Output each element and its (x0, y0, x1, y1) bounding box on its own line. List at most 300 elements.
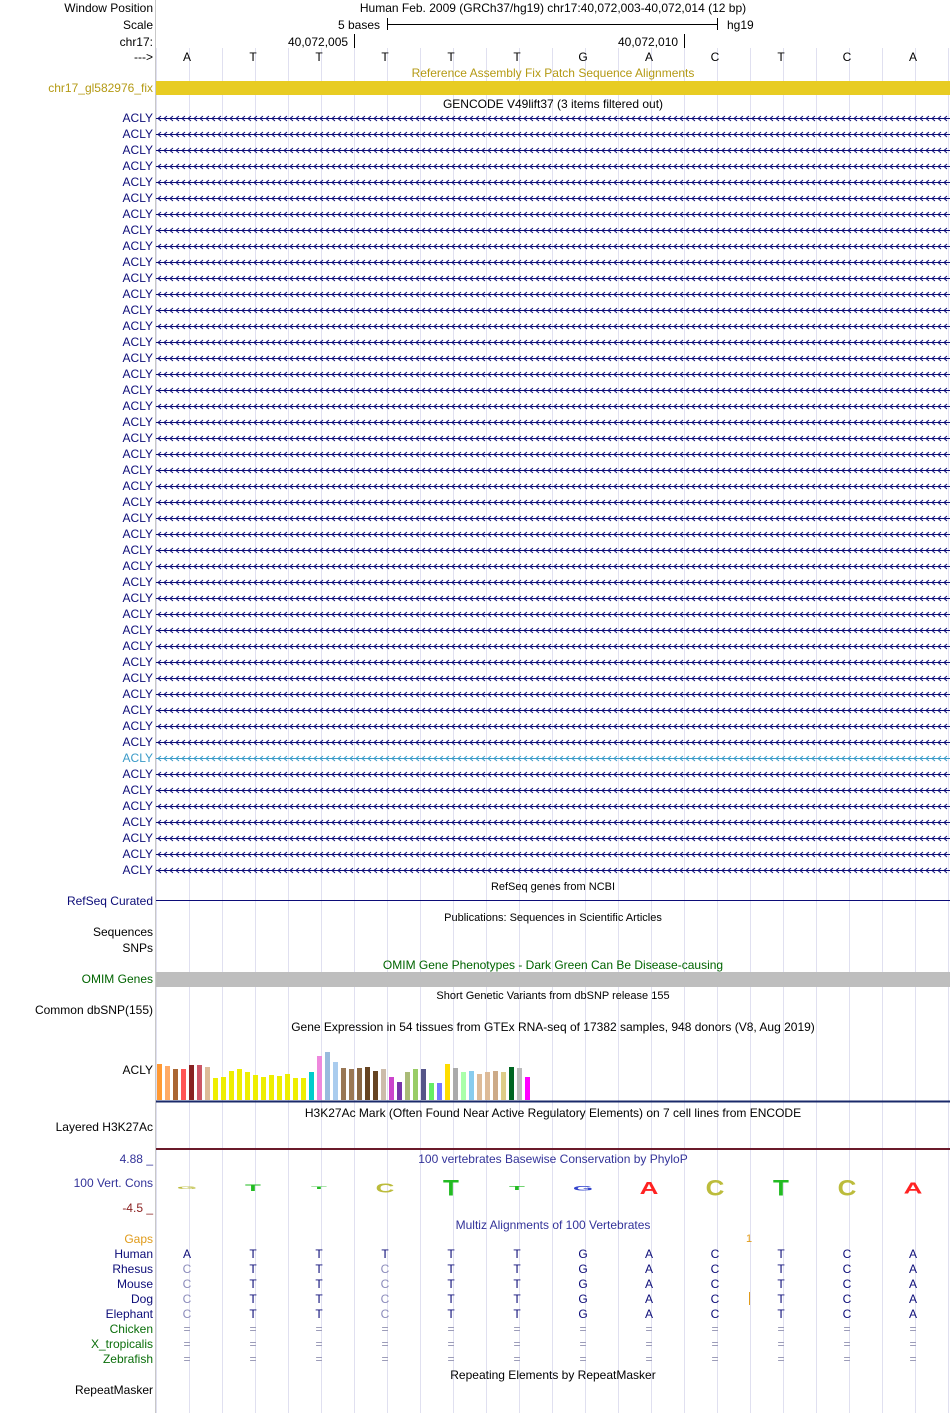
gtex-tissue-bar (453, 1068, 458, 1100)
gencode-gene-label[interactable]: ACLY (122, 767, 153, 781)
gtex-tissue-bar (477, 1074, 482, 1100)
phylop-logo-letter: T (443, 1176, 459, 1202)
gencode-gene-label[interactable]: ACLY (122, 175, 153, 189)
gencode-transcript (156, 868, 950, 873)
multiz-base: C (842, 1262, 852, 1276)
gencode-transcript (156, 468, 950, 473)
multiz-base: T (249, 1262, 257, 1276)
phylop-logo-letter: T (311, 1186, 327, 1190)
gtex-tissue-bar (189, 1065, 194, 1100)
gtex-tissue-bar (429, 1083, 434, 1100)
multiz-base: T (315, 1307, 323, 1321)
multiz-base: = (645, 1337, 653, 1351)
multiz-base: T (249, 1292, 257, 1306)
gencode-transcript (156, 852, 950, 857)
gencode-transcript (156, 116, 950, 121)
multiz-base: A (644, 1292, 653, 1306)
gtex-tissue-bar (197, 1065, 202, 1100)
gencode-gene-label[interactable]: ACLY (122, 127, 153, 141)
reference-base: C (710, 50, 720, 64)
multiz-base: = (447, 1337, 455, 1351)
multiz-base: C (842, 1277, 852, 1291)
multiz-base: = (447, 1352, 455, 1366)
multiz-base: C (710, 1262, 720, 1276)
multiz-base: T (249, 1247, 257, 1261)
reference-base: T (777, 50, 785, 64)
gtex-tissue-bar (517, 1068, 522, 1100)
multiz-base: G (578, 1292, 588, 1306)
gtex-tissue-bar (485, 1072, 490, 1100)
gtex-tissue-bar (397, 1082, 402, 1100)
multiz-base: = (711, 1352, 719, 1366)
gencode-transcript (156, 436, 950, 441)
multiz-base: A (908, 1277, 917, 1291)
refseq-gene-line[interactable] (156, 900, 950, 901)
gencode-transcript (156, 532, 950, 537)
phylop-logo-letter: C (837, 1176, 857, 1202)
gencode-transcript (156, 724, 950, 729)
gtex-tissue-bar (285, 1074, 290, 1100)
multiz-base: T (777, 1262, 785, 1276)
gtex-tissue-bar (277, 1076, 282, 1100)
multiz-base: = (579, 1337, 587, 1351)
multiz-base: = (183, 1337, 191, 1351)
gencode-gene-label[interactable]: ACLY (122, 255, 153, 269)
h3k27ac-baseline (156, 1148, 950, 1150)
coordinate-tick-2-mark (684, 34, 685, 48)
gtex-expression-bars[interactable] (156, 1034, 950, 1104)
coordinate-tick-2: 40,072,010 (618, 35, 679, 49)
multiz-base: A (908, 1247, 917, 1261)
multiz-base: = (579, 1352, 587, 1366)
coordinate-tick-1-mark (354, 34, 355, 48)
gencode-gene-label[interactable]: ACLY (122, 687, 153, 701)
gencode-transcript (156, 820, 950, 825)
gtex-tissue-bar (309, 1072, 314, 1100)
gencode-gene-label[interactable]: ACLY (122, 559, 153, 573)
multiz-species-label[interactable]: Dog (130, 1292, 153, 1306)
gtex-tissue-bar (413, 1069, 418, 1100)
gencode-transcript (156, 404, 950, 409)
multiz-base: G (578, 1277, 588, 1291)
gencode-gene-label[interactable]: ACLY (122, 607, 153, 621)
phylop-logo-letter: G (572, 1184, 594, 1193)
multiz-base: T (315, 1292, 323, 1306)
gencode-transcript (156, 452, 950, 457)
multiz-base: A (908, 1292, 917, 1306)
gencode-transcript (156, 228, 950, 233)
gencode-transcript (156, 340, 950, 345)
publications-snps-label[interactable]: SNPs (122, 941, 153, 955)
gencode-gene-label[interactable]: ACLY (122, 431, 153, 445)
multiz-base: = (513, 1352, 521, 1366)
gencode-gene-label[interactable]: ACLY (122, 735, 153, 749)
multiz-base: A (644, 1307, 653, 1321)
gencode-transcript (156, 500, 950, 505)
gencode-transcript (156, 180, 950, 185)
multiz-base: C (380, 1292, 390, 1306)
multiz-base: = (777, 1322, 785, 1336)
multiz-base: = (909, 1337, 917, 1351)
gencode-transcript (156, 580, 950, 585)
multiz-base: = (315, 1322, 323, 1336)
phylop-label[interactable]: 100 Vert. Cons (73, 1176, 153, 1190)
multiz-base: C (710, 1277, 720, 1291)
scale-assembly: hg19 (727, 18, 754, 32)
gencode-gene-label[interactable]: ACLY (122, 399, 153, 413)
multiz-base: C (380, 1307, 390, 1321)
dog-insertion-marker (749, 1292, 750, 1305)
gencode-transcript (156, 212, 950, 217)
gtex-tissue-bar (165, 1066, 170, 1100)
phylop-title[interactable]: 100 vertebrates Basewise Conservation by PhyloP (418, 1152, 688, 1166)
phylop-logo-letter: G (176, 1186, 198, 1190)
multiz-species-label[interactable]: Zebrafish (102, 1352, 153, 1366)
phylop-logo-letter: C (705, 1176, 725, 1202)
gencode-gene-label[interactable]: ACLY (122, 527, 153, 541)
chrom-label: chr17: (119, 35, 153, 49)
gencode-gene-label[interactable]: ACLY (122, 623, 153, 637)
multiz-base: = (579, 1322, 587, 1336)
multiz-base: = (381, 1352, 389, 1366)
multiz-base: C (710, 1307, 720, 1321)
gencode-gene-label[interactable]: ACLY (122, 655, 153, 669)
window-position-text: Human Feb. 2009 (GRCh37/hg19) chr17:40,072,003-40,072,014 (12 bp) (359, 1, 747, 15)
gtex-tissue-bar (437, 1083, 442, 1100)
multiz-base: T (315, 1262, 323, 1276)
dbsnp-label[interactable]: Common dbSNP(155) (34, 1003, 153, 1017)
multiz-base: = (645, 1322, 653, 1336)
gtex-tissue-bar (173, 1069, 178, 1100)
gtex-tissue-bar (229, 1071, 234, 1100)
multiz-base: = (645, 1352, 653, 1366)
multiz-base: T (249, 1307, 257, 1321)
gencode-gene-label[interactable]: ACLY (122, 287, 153, 301)
multiz-base: T (447, 1292, 455, 1306)
multiz-base: = (909, 1322, 917, 1336)
multiz-base: T (513, 1307, 521, 1321)
fix-patch-label[interactable]: chr17_gl582976_fix (48, 81, 153, 95)
gtex-tissue-bar (181, 1069, 186, 1100)
publications-sequences-label[interactable]: Sequences (92, 925, 153, 939)
gtex-tissue-bar (293, 1078, 298, 1100)
gtex-tissue-bar (269, 1075, 274, 1100)
gencode-gene-label[interactable]: ACLY (122, 447, 153, 461)
multiz-base: A (908, 1262, 917, 1276)
gtex-tissue-bar (333, 1062, 338, 1100)
gencode-gene-label[interactable]: ACLY (122, 815, 153, 829)
fix-patch-bar[interactable] (156, 81, 950, 95)
multiz-base: = (315, 1352, 323, 1366)
gencode-gene-label[interactable]: ACLY (122, 319, 153, 333)
gencode-transcript (156, 356, 950, 361)
scale-text: 5 bases (338, 18, 381, 32)
reference-base: T (381, 50, 389, 64)
gencode-gene-label[interactable]: ACLY (122, 335, 153, 349)
multiz-base: = (381, 1337, 389, 1351)
reference-base: C (842, 50, 852, 64)
multiz-base: = (843, 1337, 851, 1351)
gtex-tissue-bar (341, 1068, 346, 1100)
phylop-logo-letter: C (375, 1181, 395, 1196)
gencode-transcript (156, 628, 950, 633)
gencode-transcript (156, 484, 950, 489)
publications-title[interactable]: Publications: Sequences in Scientific Articles (444, 912, 662, 924)
multiz-base: C (380, 1277, 390, 1291)
dbsnp-title[interactable]: Short Genetic Variants from dbSNP release 155 (436, 990, 670, 1002)
gencode-gene-label[interactable]: ACLY (122, 111, 153, 125)
gencode-gene-label[interactable]: ACLY (122, 543, 153, 557)
gencode-gene-label[interactable]: ACLY (122, 367, 153, 381)
reference-base: T (249, 50, 257, 64)
multiz-base: = (381, 1322, 389, 1336)
multiz-base: C (182, 1262, 192, 1276)
reference-base: T (513, 50, 521, 64)
h3k27ac-title[interactable]: H3K27Ac Mark (Often Found Near Active Regulatory Elements) on 7 cell lines from ENCODE (304, 1106, 802, 1120)
gencode-transcript (156, 276, 950, 281)
gtex-tissue-bar (405, 1072, 410, 1100)
refseq-label[interactable]: RefSeq Curated (66, 894, 153, 908)
multiz-base: G (578, 1247, 588, 1261)
gencode-gene-label[interactable]: ACLY (122, 239, 153, 253)
multiz-base: A (644, 1247, 653, 1261)
gencode-transcript (156, 292, 950, 297)
multiz-base: C (380, 1262, 390, 1276)
gencode-gene-label[interactable]: ACLY (122, 223, 153, 237)
gencode-gene-label[interactable]: ACLY (122, 463, 153, 477)
multiz-species-label[interactable]: Rhesus (112, 1262, 153, 1276)
multiz-species-label[interactable]: Chicken (109, 1322, 153, 1336)
gencode-gene-label[interactable]: ACLY (122, 591, 153, 605)
gencode-transcript (156, 372, 950, 377)
gencode-gene-label[interactable]: ACLY (122, 303, 153, 317)
gtex-tissue-bar (317, 1056, 322, 1100)
gtex-tissue-bar (389, 1077, 394, 1100)
multiz-species-label[interactable]: Mouse (116, 1277, 153, 1291)
multiz-species-label[interactable]: X_tropicalis (90, 1337, 153, 1351)
gencode-transcript (156, 836, 950, 841)
gencode-transcript (156, 612, 950, 617)
reference-bases (0, 50, 950, 64)
gencode-transcript (156, 324, 950, 329)
gtex-tissue-bar (525, 1077, 530, 1100)
gtex-tissue-bar (357, 1068, 362, 1100)
gaps-label[interactable]: Gaps (124, 1232, 153, 1246)
phylop-logo-letter: A (903, 1179, 923, 1197)
multiz-base: = (711, 1337, 719, 1351)
scale-bar (387, 18, 718, 30)
reference-base: A (908, 50, 917, 64)
multiz-base: T (447, 1262, 455, 1276)
coordinate-tick-1: 40,072,005 (288, 35, 349, 49)
multiz-base: C (182, 1307, 192, 1321)
gtex-tissue-bar (301, 1078, 306, 1100)
multiz-base: T (777, 1247, 785, 1261)
gencode-gene-label[interactable]: ACLY (122, 751, 153, 765)
gencode-gene-rows[interactable] (156, 111, 950, 879)
gtex-tissue-bar (237, 1069, 242, 1100)
gencode-gene-label[interactable]: ACLY (122, 383, 153, 397)
multiz-base: C (842, 1247, 852, 1261)
gencode-gene-label[interactable]: ACLY (122, 799, 153, 813)
phylop-sequence-logo[interactable] (156, 1166, 950, 1210)
multiz-base: C (182, 1292, 192, 1306)
gtex-gene-label[interactable]: ACLY (122, 1063, 153, 1077)
gencode-transcript (156, 244, 950, 249)
gtex-tissue-bar (261, 1077, 266, 1100)
multiz-base: C (182, 1277, 192, 1291)
multiz-base: C (842, 1307, 852, 1321)
multiz-base: C (710, 1292, 720, 1306)
multiz-base: = (183, 1322, 191, 1336)
multiz-base: = (777, 1352, 785, 1366)
gencode-gene-label[interactable]: ACLY (122, 271, 153, 285)
gtex-tissue-bar (325, 1052, 330, 1100)
gtex-tissue-bar (349, 1069, 354, 1100)
multiz-species-label[interactable]: Human (114, 1247, 153, 1261)
refseq-title[interactable]: RefSeq genes from NCBI (490, 881, 616, 893)
multiz-base: = (843, 1322, 851, 1336)
multiz-base: T (249, 1277, 257, 1291)
multiz-base: T (315, 1247, 323, 1261)
gencode-gene-label[interactable]: ACLY (122, 719, 153, 733)
gencode-gene-label[interactable]: ACLY (122, 511, 153, 525)
gencode-transcript (156, 196, 950, 201)
gencode-transcript (156, 660, 950, 665)
gtex-tissue-bar (373, 1071, 378, 1100)
multiz-base: T (777, 1277, 785, 1291)
multiz-base: = (249, 1337, 257, 1351)
multiz-base: = (249, 1322, 257, 1336)
phylop-logo-letter: T (509, 1184, 525, 1192)
gencode-gene-label[interactable]: ACLY (122, 351, 153, 365)
multiz-base: A (182, 1247, 191, 1261)
multiz-base: T (513, 1262, 521, 1276)
repeatmasker-label[interactable]: RepeatMasker (74, 1383, 153, 1397)
phylop-logo-letter: A (639, 1178, 659, 1199)
strand-label: ---> (134, 50, 153, 64)
multiz-base: C (710, 1247, 720, 1261)
gencode-transcript (156, 420, 950, 425)
multiz-base: = (777, 1337, 785, 1351)
gencode-transcript (156, 564, 950, 569)
gencode-gene-label[interactable]: ACLY (122, 207, 153, 221)
gencode-gene-label[interactable]: ACLY (122, 703, 153, 717)
gencode-transcript (156, 740, 950, 745)
multiz-base: G (578, 1307, 588, 1321)
reference-base: T (315, 50, 323, 64)
gencode-gene-label[interactable]: ACLY (122, 831, 153, 845)
gencode-gene-label[interactable]: ACLY (122, 415, 153, 429)
phylop-logo-letter: T (773, 1176, 789, 1202)
gtex-title[interactable]: Gene Expression in 54 tissues from GTEx RNA-seq of 17382 samples, 948 donors (V8, Aug 2019) (291, 1020, 815, 1034)
multiz-base: = (909, 1352, 917, 1366)
gencode-gene-label[interactable]: ACLY (122, 495, 153, 509)
gencode-gene-label[interactable]: ACLY (122, 159, 153, 173)
repeatmasker-title[interactable]: Repeating Elements by RepeatMasker (450, 1368, 656, 1382)
gencode-gene-label[interactable]: ACLY (122, 191, 153, 205)
reference-base: T (447, 50, 455, 64)
multiz-base: T (381, 1247, 389, 1261)
multiz-base: T (513, 1277, 521, 1291)
gencode-gene-label[interactable]: ACLY (122, 575, 153, 589)
h3k27ac-label[interactable]: Layered H3K27Ac (55, 1120, 153, 1134)
multiz-base: A (644, 1277, 653, 1291)
multiz-base: = (183, 1352, 191, 1366)
gtex-tissue-bar (365, 1067, 370, 1100)
reference-base: A (644, 50, 653, 64)
multiz-base: = (513, 1337, 521, 1351)
reference-base: A (182, 50, 191, 64)
gencode-title[interactable]: GENCODE V49lift37 (3 items filtered out) (442, 97, 664, 111)
gencode-transcript (156, 164, 950, 169)
gencode-gene-label[interactable]: ACLY (122, 639, 153, 653)
multiz-base: = (249, 1352, 257, 1366)
multiz-base: T (447, 1307, 455, 1321)
gtex-tissue-bar (245, 1072, 250, 1100)
gencode-gene-label[interactable]: ACLY (122, 847, 153, 861)
gtex-tissue-bar (381, 1069, 386, 1100)
gtex-tissue-bar (157, 1064, 162, 1100)
multiz-base: C (842, 1292, 852, 1306)
gtex-tissue-bar (461, 1072, 466, 1100)
gtex-tissue-bar (501, 1072, 506, 1100)
phylop-min-label: -4.5 _ (122, 1201, 153, 1215)
multiz-base: = (711, 1322, 719, 1336)
gtex-tissue-bar (205, 1067, 210, 1100)
multiz-base: G (578, 1262, 588, 1276)
gencode-gene-label[interactable]: ACLY (122, 143, 153, 157)
gtex-tissue-bar (421, 1069, 426, 1100)
gencode-gene-label[interactable]: ACLY (122, 783, 153, 797)
multiz-base: T (777, 1292, 785, 1306)
gencode-gene-label[interactable]: ACLY (122, 863, 153, 877)
scale-label: Scale (122, 18, 153, 32)
gencode-transcript (156, 788, 950, 793)
omim-label[interactable]: OMIM Genes (81, 972, 153, 986)
omim-bar[interactable] (156, 972, 950, 987)
gencode-transcript (156, 676, 950, 681)
multiz-base: T (447, 1277, 455, 1291)
window-position-label: Window Position (64, 1, 153, 15)
gtex-tissue-bar (509, 1067, 514, 1100)
multiz-species-label[interactable]: Elephant (105, 1307, 153, 1321)
gencode-transcript (156, 548, 950, 553)
multiz-base: T (513, 1247, 521, 1261)
gap-marker: 1 (746, 1233, 753, 1245)
gtex-tissue-bar (213, 1078, 218, 1100)
multiz-base: T (513, 1292, 521, 1306)
gencode-gene-label[interactable]: ACLY (122, 479, 153, 493)
multiz-base: T (777, 1307, 785, 1321)
omim-title[interactable]: OMIM Gene Phenotypes - Dark Green Can Be Disease-causing (382, 958, 724, 972)
multiz-base: = (843, 1352, 851, 1366)
multiz-base: = (513, 1322, 521, 1336)
gencode-transcript (156, 516, 950, 521)
gtex-tissue-bar (445, 1064, 450, 1100)
fix-patch-title[interactable]: Reference Assembly Fix Patch Sequence Alignments (411, 66, 695, 80)
multiz-base: T (315, 1277, 323, 1291)
gtex-tissue-bar (493, 1071, 498, 1100)
multiz-title[interactable]: Multiz Alignments of 100 Vertebrates (455, 1218, 651, 1232)
phylop-max-label: 4.88 _ (119, 1152, 153, 1166)
multiz-base: A (644, 1262, 653, 1276)
gencode-transcript (156, 804, 950, 809)
gencode-gene-label[interactable]: ACLY (122, 671, 153, 685)
reference-base: G (578, 50, 588, 64)
multiz-base: T (447, 1247, 455, 1261)
multiz-base: = (447, 1322, 455, 1336)
